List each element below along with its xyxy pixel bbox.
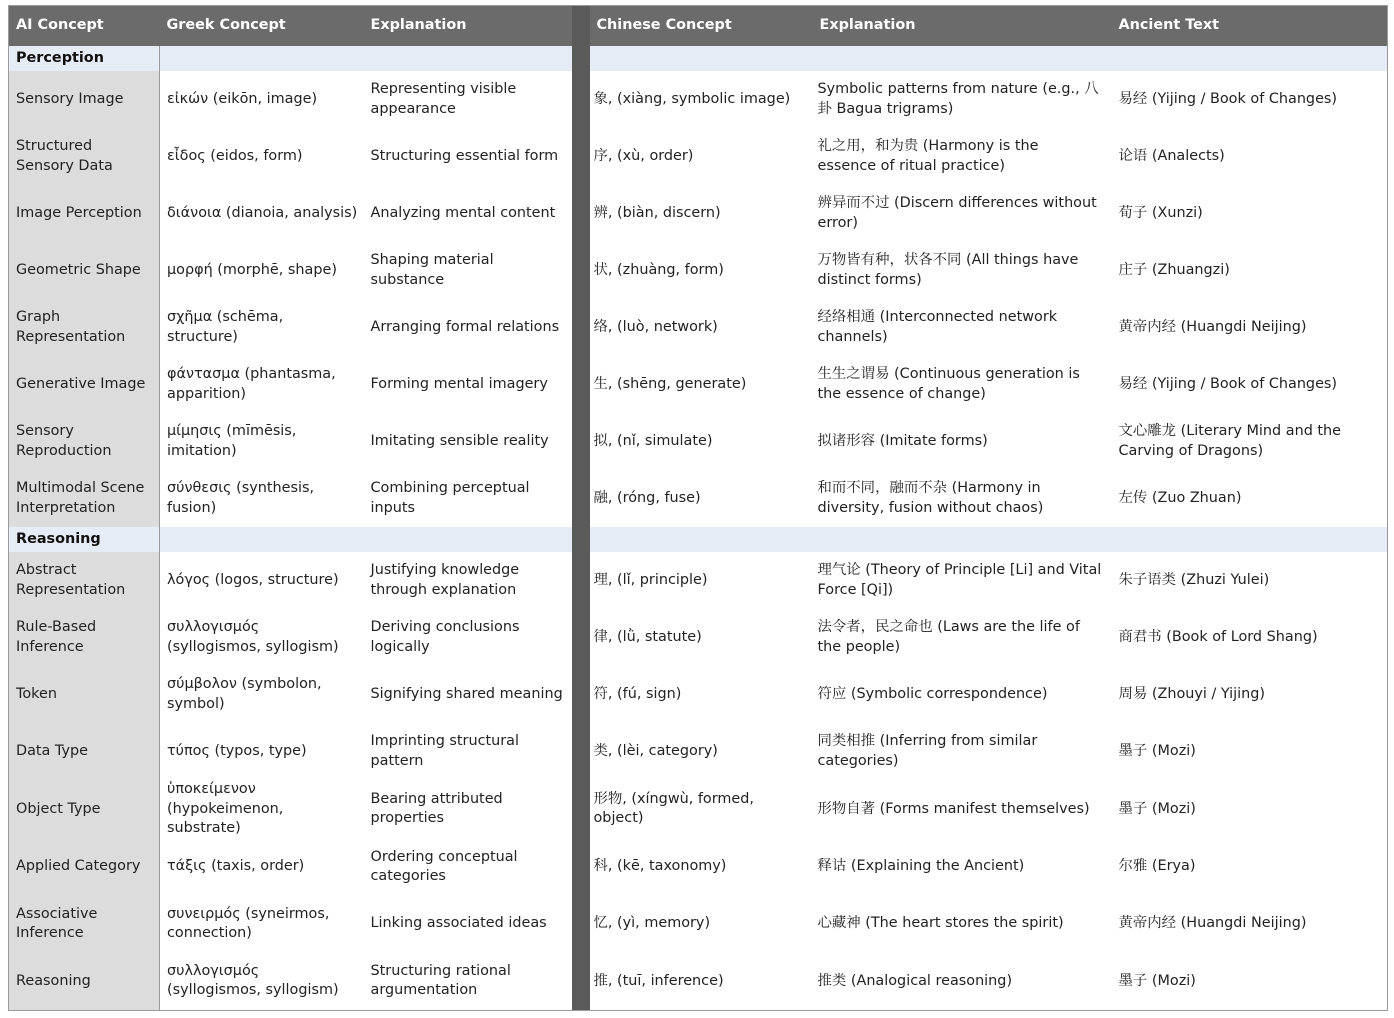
cell-greek-concept: συνειρμός (syneirmos, connection) <box>160 896 364 953</box>
section-header-row <box>9 527 1388 552</box>
cell-greek-concept: συλλογισμός (syllogismos, syllogism) <box>160 953 364 1011</box>
cell-greek-explanation: Ordering conceptual categories <box>364 839 572 896</box>
cell-greek-concept: τάξις (taxis, order) <box>160 839 364 896</box>
cell-greek-explanation: Imprinting structural pattern <box>364 723 572 780</box>
cell-ancient-text: 黄帝内经 (Huangdi Neijing) <box>1112 896 1388 953</box>
cell-greek-concept: μορφή (morphē, shape) <box>160 242 364 299</box>
cell-ai-concept: Graph Representation <box>9 299 160 356</box>
cell-chinese-explanation: 形物自著 (Forms manifest themselves) <box>813 780 1112 839</box>
cell-ai-concept: Rule-Based Inference <box>9 609 160 666</box>
column-separator <box>572 723 590 780</box>
cell-greek-explanation: Forming mental imagery <box>364 356 572 413</box>
cell-ai-concept: Token <box>9 666 160 723</box>
cell-chinese-concept: 类, (lèi, category) <box>590 723 813 780</box>
cell-ancient-text: 易经 (Yijing / Book of Changes) <box>1112 71 1388 128</box>
cell-greek-concept: εἶδος (eidos, form) <box>160 128 364 185</box>
cell-chinese-concept: 状, (zhuàng, form) <box>590 242 813 299</box>
cell-ai-concept: Object Type <box>9 780 160 839</box>
table-row <box>9 128 1388 185</box>
cell-ancient-text: 论语 (Analects) <box>1112 128 1388 185</box>
column-separator <box>572 6 590 47</box>
table-row <box>9 356 1388 413</box>
cell-chinese-explanation: 万物皆有种，状各不同 (All things have distinct forms) <box>813 242 1112 299</box>
column-separator <box>572 185 590 242</box>
cell-chinese-concept: 融, (róng, fuse) <box>590 470 813 527</box>
cell-greek-explanation: Structuring rational argumentation <box>364 953 572 1011</box>
cell-ancient-text: 易经 (Yijing / Book of Changes) <box>1112 356 1388 413</box>
cell-greek-concept: λόγος (logos, structure) <box>160 552 364 609</box>
column-separator <box>572 780 590 839</box>
cell-chinese-concept: 序, (xù, order) <box>590 128 813 185</box>
cell-ai-concept: Applied Category <box>9 839 160 896</box>
cell-greek-concept: ὑποκείμενον (hypokeimenon, substrate) <box>160 780 364 839</box>
table-row <box>9 470 1388 527</box>
cell-ai-concept: Structured Sensory Data <box>9 128 160 185</box>
cell-greek-concept: τύπος (typos, type) <box>160 723 364 780</box>
cell-greek-concept: εἰκών (eikōn, image) <box>160 71 364 128</box>
cell-greek-concept: φάντασμα (phantasma, apparition) <box>160 356 364 413</box>
cell-ancient-text: 黄帝内经 (Huangdi Neijing) <box>1112 299 1388 356</box>
cell-chinese-explanation: Symbolic patterns from nature (e.g., 八卦 Bagua trigrams) <box>813 71 1112 128</box>
cell-chinese-concept: 忆, (yì, memory) <box>590 896 813 953</box>
table-row <box>9 413 1388 470</box>
column-separator <box>572 413 590 470</box>
cell-ancient-text: 左传 (Zuo Zhuan) <box>1112 470 1388 527</box>
cell-greek-explanation: Structuring essential form <box>364 128 572 185</box>
header-greek-explanation: Explanation <box>364 6 572 47</box>
column-separator <box>572 552 590 609</box>
cell-greek-explanation: Analyzing mental content <box>364 185 572 242</box>
section-band-cell <box>364 46 572 71</box>
cell-ancient-text: 尔雅 (Erya) <box>1112 839 1388 896</box>
cell-chinese-concept: 理, (lǐ, principle) <box>590 552 813 609</box>
cell-ai-concept: Generative Image <box>9 356 160 413</box>
table-row <box>9 953 1388 1011</box>
cell-ai-concept: Sensory Image <box>9 71 160 128</box>
cell-ai-concept: Geometric Shape <box>9 242 160 299</box>
cell-greek-explanation: Combining perceptual inputs <box>364 470 572 527</box>
cell-chinese-explanation: 同类相推 (Inferring from similar categories) <box>813 723 1112 780</box>
header-chinese-explanation: Explanation <box>813 6 1112 47</box>
cell-chinese-concept: 推, (tuī, inference) <box>590 953 813 1011</box>
table-row <box>9 780 1388 839</box>
cell-chinese-concept: 拟, (nǐ, simulate) <box>590 413 813 470</box>
header-ancient-text: Ancient Text <box>1112 6 1388 47</box>
section-band-cell <box>1112 527 1388 552</box>
cell-ancient-text: 墨子 (Mozi) <box>1112 953 1388 1011</box>
table-row <box>9 896 1388 953</box>
cell-ancient-text: 文心雕龙 (Literary Mind and the Carving of Dragons) <box>1112 413 1388 470</box>
column-separator <box>572 953 590 1011</box>
cell-chinese-explanation: 经络相通 (Interconnected network channels) <box>813 299 1112 356</box>
column-separator <box>572 71 590 128</box>
cell-greek-explanation: Representing visible appearance <box>364 71 572 128</box>
cell-chinese-explanation: 心藏神 (The heart stores the spirit) <box>813 896 1112 953</box>
cell-greek-explanation: Linking associated ideas <box>364 896 572 953</box>
table-row <box>9 299 1388 356</box>
header-greek-concept: Greek Concept <box>160 6 364 47</box>
cell-greek-explanation: Shaping material substance <box>364 242 572 299</box>
column-separator <box>572 356 590 413</box>
section-title: Perception <box>9 46 160 71</box>
cell-greek-explanation: Signifying shared meaning <box>364 666 572 723</box>
cell-ancient-text: 墨子 (Mozi) <box>1112 723 1388 780</box>
concept-comparison-table <box>8 5 1388 1011</box>
column-separator <box>572 609 590 666</box>
cell-greek-concept: σύνθεσις (synthesis, fusion) <box>160 470 364 527</box>
section-band-cell <box>160 527 364 552</box>
cell-ai-concept: Abstract Representation <box>9 552 160 609</box>
column-separator <box>572 128 590 185</box>
section-title: Reasoning <box>9 527 160 552</box>
cell-ancient-text: 商君书 (Book of Lord Shang) <box>1112 609 1388 666</box>
cell-ai-concept: Data Type <box>9 723 160 780</box>
section-band-cell <box>813 46 1112 71</box>
column-separator <box>572 527 590 552</box>
column-separator <box>572 470 590 527</box>
cell-chinese-explanation: 拟诸形容 (Imitate forms) <box>813 413 1112 470</box>
cell-chinese-explanation: 和而不同，融而不杂 (Harmony in diversity, fusion without chaos) <box>813 470 1112 527</box>
cell-ancient-text: 墨子 (Mozi) <box>1112 780 1388 839</box>
section-band-cell <box>160 46 364 71</box>
cell-chinese-concept: 象, (xiàng, symbolic image) <box>590 71 813 128</box>
cell-chinese-explanation: 理气论 (Theory of Principle [Li] and Vital Force [Qi]) <box>813 552 1112 609</box>
cell-chinese-concept: 辨, (biàn, discern) <box>590 185 813 242</box>
header-chinese-concept: Chinese Concept <box>590 6 813 47</box>
cell-chinese-explanation: 辨异而不过 (Discern differences without error) <box>813 185 1112 242</box>
cell-chinese-explanation: 礼之用，和为贵 (Harmony is the essence of ritual practice) <box>813 128 1112 185</box>
cell-greek-concept: σχῆμα (schēma, structure) <box>160 299 364 356</box>
cell-chinese-explanation: 法令者，民之命也 (Laws are the life of the people) <box>813 609 1112 666</box>
cell-chinese-concept: 形物, (xíngwù, formed, object) <box>590 780 813 839</box>
cell-chinese-explanation: 符应 (Symbolic correspondence) <box>813 666 1112 723</box>
cell-chinese-concept: 络, (luò, network) <box>590 299 813 356</box>
section-band-cell <box>1112 46 1388 71</box>
column-separator <box>572 666 590 723</box>
cell-greek-explanation: Imitating sensible reality <box>364 413 572 470</box>
table-row <box>9 839 1388 896</box>
cell-ancient-text: 庄子 (Zhuangzi) <box>1112 242 1388 299</box>
section-band-cell <box>590 527 813 552</box>
cell-ai-concept: Image Perception <box>9 185 160 242</box>
table-row <box>9 609 1388 666</box>
table-row <box>9 666 1388 723</box>
cell-chinese-explanation: 推类 (Analogical reasoning) <box>813 953 1112 1011</box>
cell-greek-concept: σύμβολον (symbolon, symbol) <box>160 666 364 723</box>
column-separator <box>572 242 590 299</box>
cell-greek-concept: διάνοια (dianoia, analysis) <box>160 185 364 242</box>
cell-greek-explanation: Justifying knowledge through explanation <box>364 552 572 609</box>
table-row <box>9 242 1388 299</box>
section-header-row <box>9 46 1388 71</box>
cell-ancient-text: 朱子语类 (Zhuzi Yulei) <box>1112 552 1388 609</box>
cell-chinese-explanation: 释诂 (Explaining the Ancient) <box>813 839 1112 896</box>
cell-ai-concept: Reasoning <box>9 953 160 1011</box>
cell-greek-concept: μίμησις (mīmēsis, imitation) <box>160 413 364 470</box>
cell-greek-concept: συλλογισμός (syllogismos, syllogism) <box>160 609 364 666</box>
table-row <box>9 723 1388 780</box>
table-row <box>9 185 1388 242</box>
cell-ai-concept: Multimodal Scene Interpretation <box>9 470 160 527</box>
cell-ai-concept: Sensory Reproduction <box>9 413 160 470</box>
header-row <box>9 6 1388 47</box>
cell-greek-explanation: Arranging formal relations <box>364 299 572 356</box>
section-band-cell <box>364 527 572 552</box>
cell-ai-concept: Associative Inference <box>9 896 160 953</box>
cell-chinese-concept: 科, (kē, taxonomy) <box>590 839 813 896</box>
column-separator <box>572 299 590 356</box>
table-body <box>9 46 1388 1011</box>
cell-chinese-concept: 生, (shēng, generate) <box>590 356 813 413</box>
table-row <box>9 552 1388 609</box>
cell-greek-explanation: Deriving conclusions logically <box>364 609 572 666</box>
section-band-cell <box>590 46 813 71</box>
cell-chinese-concept: 符, (fú, sign) <box>590 666 813 723</box>
section-band-cell <box>813 527 1112 552</box>
column-separator <box>572 839 590 896</box>
cell-chinese-explanation: 生生之谓易 (Continuous generation is the essence of change) <box>813 356 1112 413</box>
table-row <box>9 71 1388 128</box>
cell-ancient-text: 荀子 (Xunzi) <box>1112 185 1388 242</box>
column-separator <box>572 896 590 953</box>
cell-ancient-text: 周易 (Zhouyi / Yijing) <box>1112 666 1388 723</box>
header-ai-concept: AI Concept <box>9 6 160 47</box>
cell-greek-explanation: Bearing attributed properties <box>364 780 572 839</box>
column-separator <box>572 46 590 71</box>
cell-chinese-concept: 律, (lǜ, statute) <box>590 609 813 666</box>
